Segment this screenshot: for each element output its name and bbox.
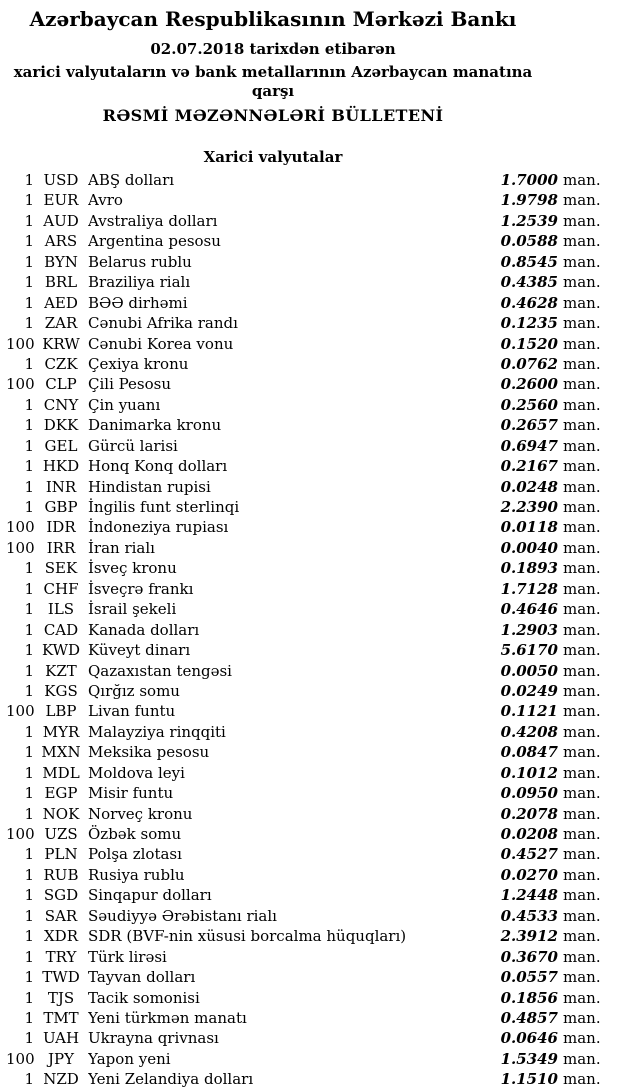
rate-row <box>6 661 605 681</box>
currency-name: İsrail şekeli <box>88 600 177 619</box>
rate-row <box>6 272 605 292</box>
unit-label: man. <box>563 845 601 864</box>
quantity-value: 1 <box>24 1070 34 1089</box>
unit-label: man. <box>563 886 601 905</box>
currency-code: AUD <box>43 211 79 230</box>
rate-value: 0.1012 <box>500 763 558 782</box>
currency-name: İngilis funt sterlinqi <box>88 498 240 516</box>
unit-label: man. <box>563 191 601 210</box>
currency-name: Honq Konq dolları <box>88 457 228 476</box>
unit-label: man. <box>563 906 601 925</box>
quantity-value: 1 <box>24 191 34 210</box>
quantity-value: 1 <box>24 743 34 762</box>
currency-code: SAR <box>44 906 78 925</box>
currency-name: Ukrayna qrivnası <box>88 1029 219 1048</box>
rate-value: 5.6170 <box>500 641 558 660</box>
currency-code: UZS <box>44 825 78 843</box>
rate-row <box>6 293 605 313</box>
currency-code: LBP <box>45 702 77 721</box>
rate-row <box>6 1008 605 1028</box>
currency-name: Livan funtu <box>88 702 176 721</box>
quantity-value: 1 <box>24 273 34 292</box>
quantity-value: 1 <box>24 252 34 271</box>
quantity-value: 1 <box>24 927 34 946</box>
quantity-value: 1 <box>24 661 34 680</box>
unit-label: man. <box>563 538 601 557</box>
rate-row <box>6 783 605 803</box>
currency-code: EGP <box>44 784 78 803</box>
currency-name: Çin yuanı <box>88 395 161 414</box>
quantity-value: 1 <box>24 498 34 516</box>
quantity-value: 1 <box>24 641 34 660</box>
quantity-value: 1 <box>24 457 34 476</box>
quantity-value: 1 <box>24 395 34 414</box>
quantity-value: 100 <box>6 1049 35 1068</box>
rate-row <box>6 947 605 967</box>
currency-code: UAH <box>42 1029 80 1048</box>
unit-label: man. <box>563 232 601 251</box>
currency-code: EUR <box>43 191 79 210</box>
rate-value: 0.4533 <box>500 906 558 925</box>
quantity-value: 1 <box>24 211 34 230</box>
quantity-value: 1 <box>24 947 34 966</box>
currency-code: XDR <box>44 927 78 946</box>
quantity-value: 100 <box>6 702 35 721</box>
unit-label: man. <box>563 661 601 680</box>
currency-code: INR <box>45 477 77 496</box>
unit-label: man. <box>563 477 601 496</box>
quantity-value: 1 <box>24 784 34 803</box>
rate-value: 0.0646 <box>500 1029 558 1048</box>
rate-value: 1.5349 <box>500 1049 558 1068</box>
rate-row <box>6 231 605 251</box>
document-header <box>0 0 546 126</box>
rate-value: 0.8545 <box>500 252 558 271</box>
rate-row <box>6 395 605 415</box>
rate-row <box>6 313 605 333</box>
rate-value: 0.4208 <box>500 722 558 741</box>
rate-value: 0.2600 <box>500 375 558 394</box>
quantity-value: 100 <box>6 538 35 557</box>
currency-name: ABŞ dolları <box>88 171 175 189</box>
quantity-value: 100 <box>6 375 35 394</box>
unit-label: man. <box>563 1049 601 1068</box>
currency-name: BƏƏ dirhəmi <box>88 293 188 312</box>
unit-label: man. <box>563 968 601 987</box>
quantity-value: 1 <box>24 232 34 251</box>
quantity-value: 1 <box>24 477 34 496</box>
quantity-value: 1 <box>24 681 34 700</box>
rate-value: 0.0118 <box>500 518 558 537</box>
unit-label: man. <box>563 641 601 660</box>
currency-name: Danimarka kronu <box>88 416 222 435</box>
unit-label: man. <box>563 436 601 455</box>
unit-label: man. <box>563 579 601 598</box>
currency-name: Avstraliya dolları <box>88 211 218 230</box>
rate-row <box>6 558 605 578</box>
quantity-value: 100 <box>6 518 35 537</box>
quantity-value: 1 <box>24 968 34 987</box>
currency-name: Türk lirəsi <box>88 947 167 966</box>
rate-row <box>6 477 605 497</box>
currency-name: Moldova leyi <box>88 763 185 782</box>
rates-table <box>0 170 620 1090</box>
currency-code: CAD <box>43 620 79 639</box>
currency-name: Braziliya rialı <box>88 273 191 292</box>
rate-row <box>6 436 605 456</box>
unit-label: man. <box>563 784 601 803</box>
currency-name: Rusiya rublu <box>88 865 185 884</box>
currency-name: Özbək somu <box>88 825 182 843</box>
rate-row <box>6 497 605 517</box>
currency-name: İndoneziya rupiası <box>88 518 229 537</box>
currency-code: ARS <box>44 232 78 251</box>
quantity-value: 1 <box>24 171 34 189</box>
currency-code: HKD <box>42 457 80 476</box>
quantity-value: 1 <box>24 845 34 864</box>
currency-name: Çili Pesosu <box>88 375 172 394</box>
currency-code: MYR <box>42 722 80 741</box>
rate-value: 1.7000 <box>500 171 558 189</box>
rate-value: 0.2560 <box>500 395 558 414</box>
unit-label: man. <box>563 498 601 516</box>
currency-code: SEK <box>44 559 78 578</box>
unit-label: man. <box>563 334 601 353</box>
quantity-value: 100 <box>6 334 35 353</box>
rate-value: 0.0050 <box>500 661 558 680</box>
unit-label: man. <box>563 722 601 741</box>
currency-code: PLN <box>44 845 78 864</box>
effective-date-line: 02.07.2018 tarixdən etibarən <box>150 40 396 58</box>
quantity-value: 1 <box>24 579 34 598</box>
currency-name: Cənubi Afrika randı <box>88 314 238 333</box>
currency-name: Tayvan dolları <box>88 968 196 987</box>
rate-value: 1.2903 <box>500 620 558 639</box>
rate-value: 0.0588 <box>500 232 558 251</box>
currency-code: BRL <box>44 273 78 292</box>
rate-value: 0.1121 <box>500 702 558 721</box>
unit-label: man. <box>563 1070 601 1089</box>
rate-value: 0.4857 <box>500 1008 558 1027</box>
rate-row <box>6 456 605 476</box>
unit-label: man. <box>563 211 601 230</box>
unit-label: man. <box>563 681 601 700</box>
rate-row <box>6 211 605 231</box>
currency-name: Malayziya rinqqiti <box>88 722 226 741</box>
rate-row <box>6 170 605 190</box>
unit-label: man. <box>563 457 601 476</box>
rate-row <box>6 252 605 272</box>
currency-code: SGD <box>43 886 79 905</box>
quantity-value: 1 <box>24 559 34 578</box>
rate-value: 0.3670 <box>500 947 558 966</box>
unit-label: man. <box>563 620 601 639</box>
rate-value: 0.0762 <box>500 354 558 373</box>
currency-name: İsveçrə frankı <box>88 579 194 598</box>
rate-row <box>6 374 605 394</box>
rate-value: 0.4527 <box>500 845 558 864</box>
currency-name: Meksika pesosu <box>88 743 210 762</box>
quantity-value: 1 <box>24 1008 34 1027</box>
rate-value: 0.1520 <box>500 334 558 353</box>
rate-value: 2.2390 <box>500 498 558 516</box>
rate-row <box>6 865 605 885</box>
rate-value: 0.0847 <box>500 743 558 762</box>
quantity-value: 1 <box>24 886 34 905</box>
rate-row <box>6 906 605 926</box>
currency-code: JPY <box>47 1049 74 1068</box>
unit-label: man. <box>563 171 601 189</box>
quantity-value: 1 <box>24 865 34 884</box>
currency-name: Norveç kronu <box>88 804 193 823</box>
quantity-value: 1 <box>24 293 34 312</box>
currency-code: DKK <box>43 416 79 435</box>
currency-name: Səudiyyə Ərəbistanı rialı <box>88 906 277 925</box>
rate-row <box>6 620 605 640</box>
rate-row <box>6 967 605 987</box>
rate-value: 0.0557 <box>500 968 558 987</box>
rate-row <box>6 579 605 599</box>
quantity-value: 1 <box>24 804 34 823</box>
rate-value: 0.4646 <box>500 600 558 619</box>
rate-row <box>6 517 605 537</box>
rate-row <box>6 722 605 742</box>
rate-row <box>6 415 605 435</box>
unit-label: man. <box>563 702 601 721</box>
currency-name: İran rialı <box>88 538 155 557</box>
rate-row <box>6 988 605 1008</box>
currency-name: Polşa zlotası <box>88 845 182 864</box>
currency-code: ILS <box>47 600 75 619</box>
quantity-value: 1 <box>24 906 34 925</box>
quantity-value: 1 <box>24 314 34 333</box>
currency-code: KRW <box>42 334 80 353</box>
quantity-value: 1 <box>24 620 34 639</box>
rate-value: 0.1893 <box>500 559 558 578</box>
bulletin-title: RƏSMİ MƏZƏNNƏLƏRİ BÜLLETENİ <box>102 106 444 125</box>
section-title-foreign-currencies: Xarici valyutalar <box>203 148 343 166</box>
currency-code: GEL <box>44 436 78 455</box>
currency-name: Kanada dolları <box>88 620 200 639</box>
rate-row <box>6 640 605 660</box>
currency-name: Argentina pesosu <box>88 232 221 251</box>
unit-label: man. <box>563 252 601 271</box>
unit-label: man. <box>563 600 601 619</box>
currency-code: ZAR <box>44 314 78 333</box>
unit-label: man. <box>563 1008 601 1027</box>
rate-value: 0.4628 <box>500 293 558 312</box>
rate-value: 1.2448 <box>500 886 558 905</box>
quantity-value: 1 <box>24 722 34 741</box>
rate-value: 0.1235 <box>500 314 558 333</box>
rate-value: 0.6947 <box>500 436 558 455</box>
rate-value: 0.0249 <box>500 681 558 700</box>
rate-row <box>6 538 605 558</box>
currency-code: CZK <box>44 354 78 373</box>
rate-row <box>6 885 605 905</box>
currency-code: TMT <box>43 1008 79 1027</box>
currency-code: KZT <box>45 661 77 680</box>
unit-label: man. <box>563 354 601 373</box>
unit-label: man. <box>563 825 601 843</box>
unit-label: man. <box>563 293 601 312</box>
unit-label: man. <box>563 416 601 435</box>
currency-code: CNY <box>43 395 79 414</box>
unit-label: man. <box>563 865 601 884</box>
rate-value: 0.2657 <box>500 416 558 435</box>
currency-code: CHF <box>43 579 79 598</box>
currency-name: Qırğız somu <box>88 681 180 700</box>
rate-row <box>6 742 605 762</box>
unit-label: man. <box>563 743 601 762</box>
currency-code: NOK <box>42 804 80 823</box>
rate-value: 0.2167 <box>500 457 558 476</box>
quantity-value: 1 <box>24 1029 34 1048</box>
rate-value: 0.2078 <box>500 804 558 823</box>
currency-name: Tacik somonisi <box>88 988 200 1007</box>
rate-row <box>6 190 605 210</box>
unit-label: man. <box>563 395 601 414</box>
unit-label: man. <box>563 518 601 537</box>
rate-row <box>6 1028 605 1048</box>
currency-code: NZD <box>43 1070 79 1089</box>
unit-label: man. <box>563 763 601 782</box>
currency-name: Hindistan rupisi <box>88 477 211 496</box>
currency-code: MDL <box>42 763 80 782</box>
rate-row <box>6 926 605 946</box>
quantity-value: 1 <box>24 436 34 455</box>
currency-name: Avro <box>88 191 123 210</box>
unit-label: man. <box>563 804 601 823</box>
bank-name-title: Azərbaycan Respublikasının Mərkəzi Bankı <box>29 7 517 31</box>
rate-row <box>6 804 605 824</box>
unit-label: man. <box>563 273 601 292</box>
rate-value: 1.2539 <box>500 211 558 230</box>
rate-value: 0.0950 <box>500 784 558 803</box>
unit-label: man. <box>563 927 601 946</box>
quantity-value: 1 <box>24 416 34 435</box>
rate-row <box>6 1049 605 1069</box>
currency-code: KGS <box>44 681 78 700</box>
currency-code: IDR <box>46 518 76 537</box>
unit-label: man. <box>563 314 601 333</box>
rate-row <box>6 844 605 864</box>
currency-name: Küveyt dinarı <box>88 641 191 660</box>
rate-value: 0.4385 <box>500 273 558 292</box>
currency-name: Gürcü larisi <box>88 436 178 455</box>
currency-name: Yeni Zelandiya dolları <box>88 1070 254 1089</box>
unit-label: man. <box>563 375 601 394</box>
currency-code: GBP <box>44 498 78 516</box>
rate-value: 0.0040 <box>500 538 558 557</box>
currency-code: CLP <box>45 375 77 394</box>
rate-value: 0.0270 <box>500 865 558 884</box>
rate-row <box>6 599 605 619</box>
quantity-value: 1 <box>24 763 34 782</box>
subtitle-line: xarici valyutaların və bank metallarının Azərbaycan manatına qarşı <box>13 63 533 100</box>
rate-value: 1.7128 <box>500 579 558 598</box>
unit-label: man. <box>563 1029 601 1048</box>
currency-name: Yeni türkmən manatı <box>88 1008 247 1027</box>
currency-code: MXN <box>41 743 81 762</box>
currency-code: TWD <box>42 968 80 987</box>
rate-row <box>6 681 605 701</box>
currency-name: Qazaxıstan tengəsi <box>88 661 232 680</box>
currency-code: BYN <box>44 252 78 271</box>
currency-name: Misir funtu <box>88 784 174 803</box>
currency-name: İsveç kronu <box>88 559 177 578</box>
currency-code: TRY <box>45 947 77 966</box>
currency-name: Sinqapur dolları <box>88 886 212 905</box>
currency-code: USD <box>43 171 79 189</box>
rate-row <box>6 824 605 844</box>
rate-row <box>6 334 605 354</box>
currency-name: Çexiya kronu <box>88 354 189 373</box>
currency-name: Belarus rublu <box>88 252 192 271</box>
rate-row <box>6 763 605 783</box>
currency-code: KWD <box>41 641 81 660</box>
currency-name: Cənubi Korea vonu <box>88 334 234 353</box>
currency-code: RUB <box>43 865 79 884</box>
quantity-value: 100 <box>6 825 35 843</box>
rate-value: 1.1510 <box>500 1070 558 1089</box>
rate-value: 0.1856 <box>500 988 558 1007</box>
currency-name: SDR (BVF-nin xüsusi borcalma hüquqları) <box>88 927 407 946</box>
rate-value: 1.9798 <box>500 191 558 210</box>
currency-code: AED <box>44 293 78 312</box>
quantity-value: 1 <box>24 354 34 373</box>
currency-code: IRR <box>46 538 76 557</box>
quantity-value: 1 <box>24 600 34 619</box>
rate-row <box>6 701 605 721</box>
currency-code: TJS <box>47 988 75 1007</box>
rate-row <box>6 1069 605 1089</box>
unit-label: man. <box>563 559 601 578</box>
rate-value: 0.0208 <box>500 825 558 843</box>
currency-name: Yapon yeni <box>88 1049 171 1068</box>
quantity-value: 1 <box>24 988 34 1007</box>
rate-row <box>6 354 605 374</box>
rate-value: 0.0248 <box>500 477 558 496</box>
unit-label: man. <box>563 988 601 1007</box>
unit-label: man. <box>563 947 601 966</box>
rate-value: 2.3912 <box>500 927 558 946</box>
